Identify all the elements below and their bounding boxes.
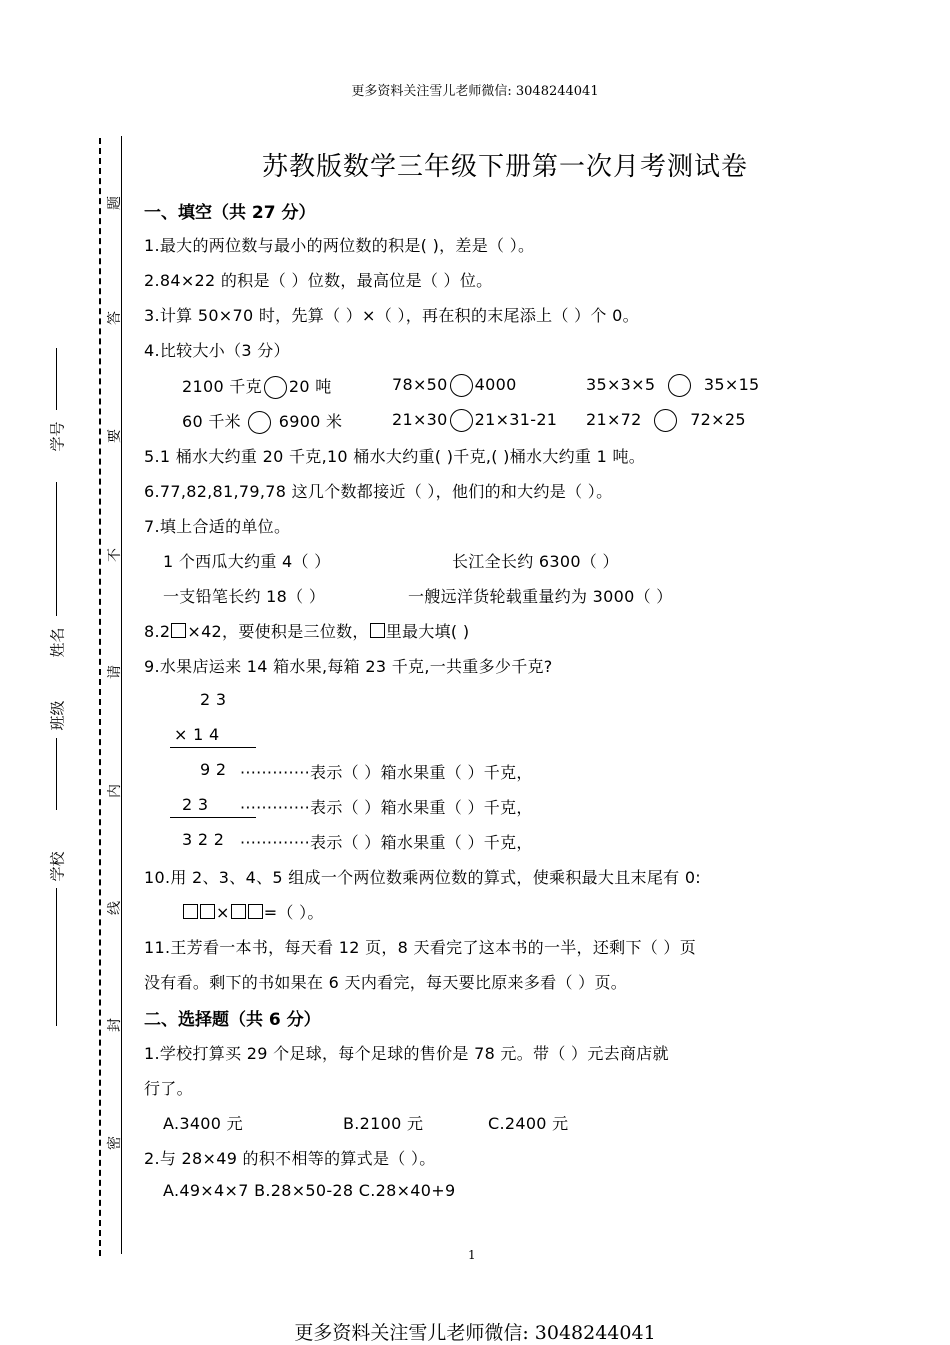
student-number-label: 学号: [48, 421, 67, 452]
school-blank: [56, 888, 57, 1026]
class-blank: [56, 738, 57, 810]
question: 5.1 桶水大约重 20 千克,10 桶水大约重( )千克,( )桶水大约重 1 吨。: [144, 447, 646, 466]
compare-circle: [264, 376, 287, 399]
question: 9.水果店运来 14 箱水果,每箱 23 千克,一共重多少千克?: [144, 657, 553, 676]
student-name-blank: [56, 482, 57, 616]
compare-item: 78×50 4000: [392, 374, 517, 397]
compare-item: 2100 千克 20 吨: [182, 374, 332, 399]
question: 10.用 2、3、4、5 组成一个两位数乘两位数的算式，使乘积最大且末尾有 0:: [144, 868, 701, 887]
explanation: ·············表示（ ）箱水果重（ ）千克，: [240, 833, 533, 852]
compare-circle: [654, 409, 677, 432]
question: 8.2 ×42，要使积是三位数， 里最大填( ): [144, 622, 470, 641]
student-name-label: 姓名: [48, 627, 67, 658]
question-part: 一支铅笔长约 18（ ）: [163, 587, 326, 606]
question: 6.77,82,81,79,78 这几个数都接近（ ），他们的和大约是（ ）。: [144, 482, 613, 501]
student-number-blank: [56, 348, 57, 410]
class-label: 班级: [48, 700, 67, 731]
question-part: 长江全长约 6300（ ）: [452, 552, 619, 571]
compare-item: 21×72 72×25: [586, 409, 746, 432]
question: 3.计算 50×70 时，先算（ ）×（ ），再在积的末尾添上（ ）个 0。: [144, 306, 639, 325]
explanation: ·············表示（ ）箱水果重（ ）千克，: [240, 798, 533, 817]
margin-char: 要: [107, 429, 123, 443]
multiplication-line: × 1 4: [174, 725, 220, 744]
question: 没有看。剩下的书如果在 6 天内看完，每天要比原来多看（ ）页。: [144, 973, 628, 992]
blank-box: [200, 904, 215, 919]
margin-char: 封: [107, 1018, 123, 1032]
blank-box: [231, 904, 246, 919]
question: 11.王芳看一本书，每天看 12 页，8 天看完了这本书的一半，还剩下（ ）页: [144, 938, 697, 957]
question-part: × =（ ）。: [182, 900, 324, 923]
blank-box: [370, 623, 385, 638]
section2-heading: 二、选择题（共 6 分）: [144, 1010, 321, 1030]
footer-note: 更多资料关注雪儿老师微信: 3048244041: [294, 1322, 656, 1344]
multiplication-rule: [170, 817, 256, 818]
margin-char: 内: [107, 784, 123, 798]
multiplication-line: 2 3: [200, 690, 227, 709]
binding-dashed-line: [99, 138, 101, 1256]
question: 2.与 28×49 的积不相等的算式是（ ）。: [144, 1149, 436, 1168]
blank-box: [183, 904, 198, 919]
page-title: 苏教版数学三年级下册第一次月考测试卷: [261, 152, 748, 182]
compare-circle: [450, 409, 473, 432]
compare-item: 21×30 21×31-21: [392, 409, 557, 432]
blank-box: [171, 623, 186, 638]
option: B.2100 元: [343, 1114, 424, 1133]
margin-char: 题: [107, 196, 123, 210]
school-label: 学校: [48, 851, 67, 882]
compare-circle: [450, 374, 473, 397]
multiplication-line: 9 2: [200, 760, 227, 779]
multiplication-line: 3 2 2: [182, 830, 225, 849]
option: C.2400 元: [488, 1114, 569, 1133]
multiplication-line: 2 3: [182, 795, 209, 814]
question: 1.最大的两位数与最小的两位数的积是( )，差是（ ）。: [144, 236, 535, 255]
question-part: 一艘远洋货轮载重量约为 3000（ ）: [408, 587, 673, 606]
page-number: 1: [468, 1248, 476, 1262]
compare-circle: [668, 374, 691, 397]
question: 2.84×22 的积是（ ）位数，最高位是（ ）位。: [144, 271, 493, 290]
compare-item: 35×3×5 35×15: [586, 374, 760, 397]
question: 1.学校打算买 29 个足球，每个足球的售价是 78 元。带（ ）元去商店就: [144, 1044, 669, 1063]
section1-heading: 一、填空（共 27 分）: [144, 203, 316, 223]
margin-char: 不: [107, 548, 123, 562]
margin-char: 答: [107, 311, 123, 325]
multiplication-rule: [170, 747, 256, 748]
options: A.49×4×7 B.28×50-28 C.28×40+9: [163, 1181, 456, 1200]
margin-char: 请: [107, 665, 123, 679]
compare-circle: [248, 411, 271, 434]
header-note: 更多资料关注雪儿老师微信: 3048244041: [351, 84, 599, 99]
margin-char: 线: [107, 901, 123, 915]
option: A.3400 元: [163, 1114, 243, 1133]
question-part: 1 个西瓜大约重 4（ ）: [163, 552, 331, 571]
binding-solid-line: [121, 136, 122, 1254]
margin-char: 密: [107, 1136, 123, 1150]
explanation: ·············表示（ ）箱水果重（ ）千克，: [240, 763, 533, 782]
compare-item: 60 千米 6900 米: [182, 409, 342, 434]
question: 行了。: [144, 1079, 193, 1098]
question: 4.比较大小（3 分）: [144, 341, 290, 360]
blank-box: [248, 904, 263, 919]
question: 7.填上合适的单位。: [144, 517, 291, 536]
